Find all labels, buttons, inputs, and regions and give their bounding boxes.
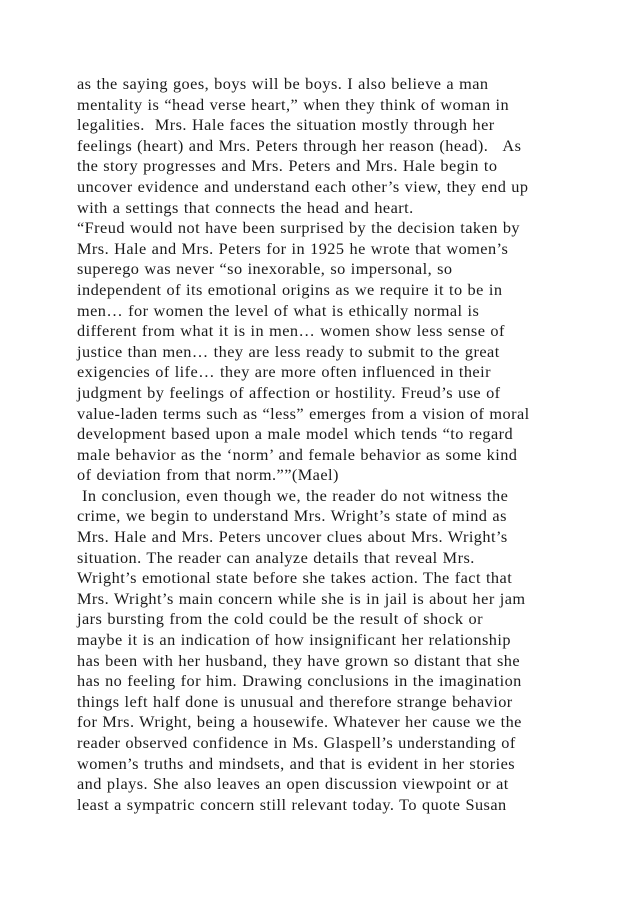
- text-line: exigencies of life… they are more often influenced in their: [77, 362, 491, 382]
- text-line: legalities. Mrs. Hale faces the situation mostly through her: [77, 115, 495, 135]
- text-line: situation. The reader can analyze details that reveal Mrs.: [77, 547, 475, 567]
- text-line: and plays. She also leaves an open discussion viewpoint or at: [77, 774, 509, 794]
- text-line: male behavior as the ‘norm’ and female behavior as some kind: [77, 444, 518, 464]
- text-line: reader observed confidence in Ms. Glaspell’s understanding of: [77, 733, 516, 752]
- text-line: value-laden terms such as “less” emerges from a vision of moral: [77, 403, 530, 423]
- text-line: for Mrs. Wright, being a housewife. Whatever her cause we the: [77, 712, 522, 732]
- text-line: uncover evidence and understand each other’s view, they end up: [77, 176, 529, 196]
- text-line: feelings (heart) and Mrs. Peters through her reason (head). As: [77, 135, 522, 155]
- text-line: women’s truths and mindsets, and that is evident in her stories: [77, 753, 516, 773]
- text-line: jars bursting from the cold could be the result of shock or: [77, 609, 483, 629]
- text-line: In conclusion, even though we, the reader do not witness the: [77, 485, 509, 505]
- text-line: superego was never “so inexorable, so impersonal, so: [77, 259, 453, 279]
- text-line: men… for women the level of what is ethically normal is: [77, 300, 480, 320]
- text-line: things left half done is unusual and therefore strange behavior: [77, 691, 513, 711]
- text-line: as the saying goes, boys will be boys. I also believe a man: [77, 74, 489, 93]
- text-line: development based upon a male model which tends “to regard: [77, 424, 514, 444]
- text-line: with a settings that connects the head and heart.: [77, 197, 414, 217]
- text-line: different from what it is in men… women show less sense of: [77, 321, 505, 341]
- text-line: Mrs. Wright’s main concern while she is in jail is about her jam: [77, 588, 526, 608]
- text-line: justice than men… they are less ready to submit to the great: [77, 341, 500, 361]
- text-line: the story progresses and Mrs. Peters and Mrs. Hale begin to: [77, 156, 498, 176]
- text-line: independent of its emotional origins as we require it to be in: [77, 279, 503, 299]
- text-line: least a sympatric concern still relevant today. To quote Susan: [77, 794, 507, 814]
- text-line: has been with her husband, they have grown so distant that she: [77, 650, 521, 670]
- text-line: mentality is “head verse heart,” when they think of woman in: [77, 94, 510, 114]
- text-line: “Freud would not have been surprised by the decision taken by: [77, 218, 520, 238]
- body-text: [77, 74, 577, 815]
- text-line: has no feeling for him. Drawing conclusions in the imagination: [77, 671, 522, 691]
- text-line: Mrs. Hale and Mrs. Peters for in 1925 he wrote that women’s: [77, 238, 509, 258]
- text-line: judgment by feelings of affection or hostility. Freud’s use of: [77, 382, 501, 402]
- text-line: crime, we begin to understand Mrs. Wright’s state of mind as: [77, 506, 507, 526]
- text-line: of deviation from that norm.””(Mael): [77, 465, 339, 485]
- text-line: Wright’s emotional state before she takes action. The fact that: [77, 568, 513, 588]
- text-line: maybe it is an indication of how insignificant her relationship: [77, 630, 511, 650]
- text-line: Mrs. Hale and Mrs. Peters uncover clues about Mrs. Wright’s: [77, 527, 508, 547]
